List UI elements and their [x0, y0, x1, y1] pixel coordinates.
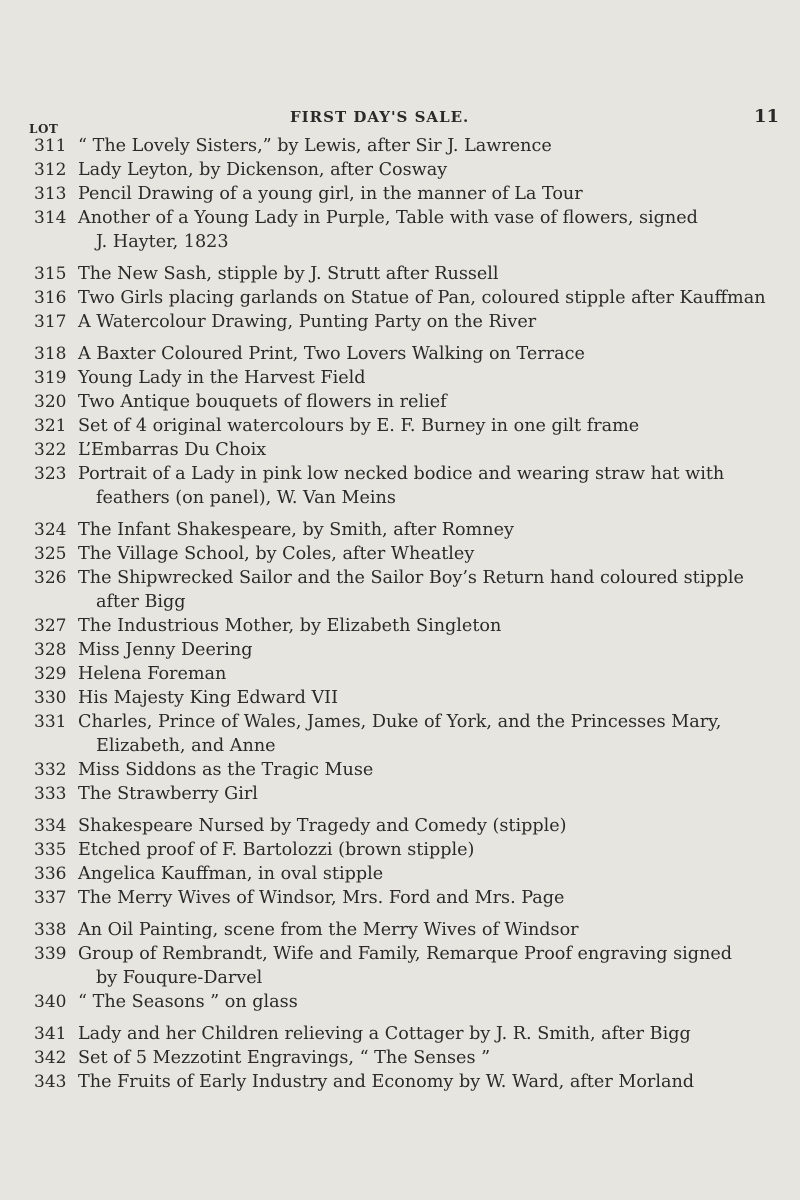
lot-number: 314	[34, 208, 67, 228]
lot-description	[78, 918, 788, 942]
lot-description-line: The Fruits of Early Industry and Economy by W. Ward, after Morland	[78, 1072, 695, 1092]
lot-number: 322	[34, 440, 67, 460]
lot-number: 317	[34, 312, 67, 332]
lot-description-line: The Shipwrecked Sailor and the Sailor Boy’s Return hand coloured stipple	[78, 568, 744, 588]
lot-entry	[0, 262, 800, 286]
section-gap	[0, 334, 800, 342]
lot-number: 311	[34, 136, 67, 156]
lot-description-line: The Industrious Mother, by Elizabeth Singleton	[78, 616, 502, 636]
section-gap	[0, 1014, 800, 1022]
lot-description	[78, 182, 788, 206]
lot-entry	[0, 758, 800, 782]
lot-number: 316	[34, 288, 67, 308]
lot-description	[78, 542, 788, 566]
lot-description	[78, 342, 788, 366]
section-gap	[0, 910, 800, 918]
lot-entry	[0, 814, 800, 838]
lot-description	[78, 462, 788, 510]
lot-description-line: Group of Rembrandt, Wife and Family, Remarque Proof engraving signed	[78, 944, 733, 964]
lot-description	[78, 438, 788, 462]
lot-description-continuation: Elizabeth, and Anne	[96, 736, 276, 756]
lot-description-line: A Watercolour Drawing, Punting Party on the River	[78, 312, 537, 332]
lot-description	[78, 262, 788, 286]
lot-description-line: A Baxter Coloured Print, Two Lovers Walking on Terrace	[78, 344, 585, 364]
lot-description	[78, 1022, 788, 1046]
lot-description-line: Two Girls placing garlands on Statue of Pan, coloured stipple after Kauffman	[78, 288, 766, 308]
lot-column-header: LOT	[29, 122, 59, 136]
lot-description-line: Another of a Young Lady in Purple, Table with vase of flowers, signed	[78, 208, 698, 228]
lot-entry	[0, 942, 800, 990]
lot-description-line: Lady Leyton, by Dickenson, after Cosway	[78, 160, 448, 180]
lot-description	[78, 206, 788, 254]
lot-description-line: Shakespeare Nursed by Tragedy and Comedy (stipple)	[78, 816, 567, 836]
lot-description	[78, 390, 788, 414]
lot-entry	[0, 1046, 800, 1070]
lot-number: 338	[34, 920, 67, 940]
lot-description	[78, 566, 788, 614]
lot-description	[78, 366, 788, 390]
lot-description	[78, 814, 788, 838]
lot-entry	[0, 838, 800, 862]
lot-description-line: Lady and her Children relieving a Cottager by J. R. Smith, after Bigg	[78, 1024, 691, 1044]
lot-number: 339	[34, 944, 67, 964]
lot-number: 313	[34, 184, 67, 204]
lot-description-line: Set of 5 Mezzotint Engravings, “ The Senses ”	[78, 1048, 491, 1068]
lot-number: 335	[34, 840, 67, 860]
lot-description	[78, 862, 788, 886]
lot-number: 334	[34, 816, 67, 836]
lot-entry	[0, 542, 800, 566]
section-gap	[0, 510, 800, 518]
lot-description	[78, 1046, 788, 1070]
lot-number: 320	[34, 392, 67, 412]
lot-description-line: “ The Seasons ” on glass	[78, 992, 298, 1012]
lot-description	[78, 686, 788, 710]
lot-description	[78, 886, 788, 910]
lot-entry	[0, 918, 800, 942]
lot-description-line: Young Lady in the Harvest Field	[78, 368, 366, 388]
lot-entry	[0, 1022, 800, 1046]
lot-description	[78, 134, 788, 158]
lot-entry	[0, 710, 800, 758]
lot-description-line: The Village School, by Coles, after Wheatley	[78, 544, 475, 564]
lot-number: 333	[34, 784, 67, 804]
lot-description-line: The Infant Shakespeare, by Smith, after Romney	[78, 520, 514, 540]
lot-entry	[0, 614, 800, 638]
section-gap	[0, 806, 800, 814]
lot-description-line: Etched proof of F. Bartolozzi (brown stipple)	[78, 840, 475, 860]
lot-number: 336	[34, 864, 67, 884]
lot-description-line: Helena Foreman	[78, 664, 227, 684]
lot-description-line: Miss Jenny Deering	[78, 640, 253, 660]
lot-number: 328	[34, 640, 67, 660]
lot-description	[78, 310, 788, 334]
lot-entry	[0, 638, 800, 662]
lot-number: 341	[34, 1024, 67, 1044]
lot-description-line: Portrait of a Lady in pink low necked bodice and wearing straw hat with	[78, 464, 725, 484]
lot-entry	[0, 366, 800, 390]
lot-entry	[0, 158, 800, 182]
lot-number: 337	[34, 888, 67, 908]
lot-entry	[0, 518, 800, 542]
lot-description-line: Angelica Kauffman, in oval stipple	[78, 864, 384, 884]
lot-number: 318	[34, 344, 67, 364]
lot-description	[78, 286, 788, 310]
lot-number: 343	[34, 1072, 67, 1092]
lot-number: 332	[34, 760, 67, 780]
lot-description	[78, 414, 788, 438]
lot-description	[78, 158, 788, 182]
page-number: 11	[754, 106, 780, 127]
lot-description	[78, 710, 788, 758]
lot-entry	[0, 182, 800, 206]
lot-description-line: His Majesty King Edward VII	[78, 688, 339, 708]
lot-description-line: “ The Lovely Sisters,” by Lewis, after Sir J. Lawrence	[78, 136, 552, 156]
lot-list	[0, 134, 800, 1094]
lot-description	[78, 662, 788, 686]
lot-description	[78, 518, 788, 542]
lot-number: 329	[34, 664, 67, 684]
lot-entry	[0, 1070, 800, 1094]
lot-number: 342	[34, 1048, 67, 1068]
lot-description	[78, 942, 788, 990]
lot-description	[78, 638, 788, 662]
lot-entry	[0, 886, 800, 910]
lot-description-line: The New Sash, stipple by J. Strutt after Russell	[78, 264, 499, 284]
lot-description	[78, 782, 788, 806]
lot-number: 325	[34, 544, 67, 564]
lot-description-line: Miss Siddons as the Tragic Muse	[78, 760, 374, 780]
lot-description-line: Charles, Prince of Wales, James, Duke of York, and the Princesses Mary,	[78, 712, 722, 732]
lot-number: 319	[34, 368, 67, 388]
lot-description	[78, 1070, 788, 1094]
lot-description-continuation: by Fouqure-Darvel	[96, 968, 263, 988]
lot-entry	[0, 414, 800, 438]
lot-description	[78, 990, 788, 1014]
section-gap	[0, 254, 800, 262]
lot-entry	[0, 310, 800, 334]
lot-description-continuation: after Bigg	[96, 592, 186, 612]
lot-number: 321	[34, 416, 67, 436]
lot-description-line: The Merry Wives of Windsor, Mrs. Ford and Mrs. Page	[78, 888, 565, 908]
lot-number: 331	[34, 712, 67, 732]
lot-number: 324	[34, 520, 67, 540]
lot-entry	[0, 134, 800, 158]
lot-description	[78, 614, 788, 638]
lot-number: 327	[34, 616, 67, 636]
running-head: FIRST DAY'S SALE.	[290, 108, 470, 126]
lot-description-line: The Strawberry Girl	[78, 784, 258, 804]
lot-number: 312	[34, 160, 67, 180]
lot-entry	[0, 462, 800, 510]
lot-entry	[0, 206, 800, 254]
lot-description-line: Pencil Drawing of a young girl, in the manner of La Tour	[78, 184, 583, 204]
lot-description-continuation: J. Hayter, 1823	[96, 232, 229, 252]
lot-entry	[0, 782, 800, 806]
lot-description-line: Two Antique bouquets of flowers in relief	[78, 392, 447, 412]
lot-entry	[0, 662, 800, 686]
lot-entry	[0, 686, 800, 710]
lot-entry	[0, 990, 800, 1014]
lot-description-continuation: feathers (on panel), W. Van Meins	[96, 488, 396, 508]
lot-entry	[0, 438, 800, 462]
lot-description-line: Set of 4 original watercolours by E. F. Burney in one gilt frame	[78, 416, 640, 436]
lot-entry	[0, 390, 800, 414]
lot-description-line: L’Embarras Du Choix	[78, 440, 267, 460]
lot-description	[78, 838, 788, 862]
lot-entry	[0, 862, 800, 886]
lot-number: 340	[34, 992, 67, 1012]
lot-number: 326	[34, 568, 67, 588]
lot-number: 330	[34, 688, 67, 708]
lot-entry	[0, 342, 800, 366]
lot-description-line: An Oil Painting, scene from the Merry Wives of Windsor	[78, 920, 579, 940]
lot-number: 315	[34, 264, 67, 284]
lot-entry	[0, 286, 800, 310]
lot-entry	[0, 566, 800, 614]
lot-number: 323	[34, 464, 67, 484]
lot-description	[78, 758, 788, 782]
